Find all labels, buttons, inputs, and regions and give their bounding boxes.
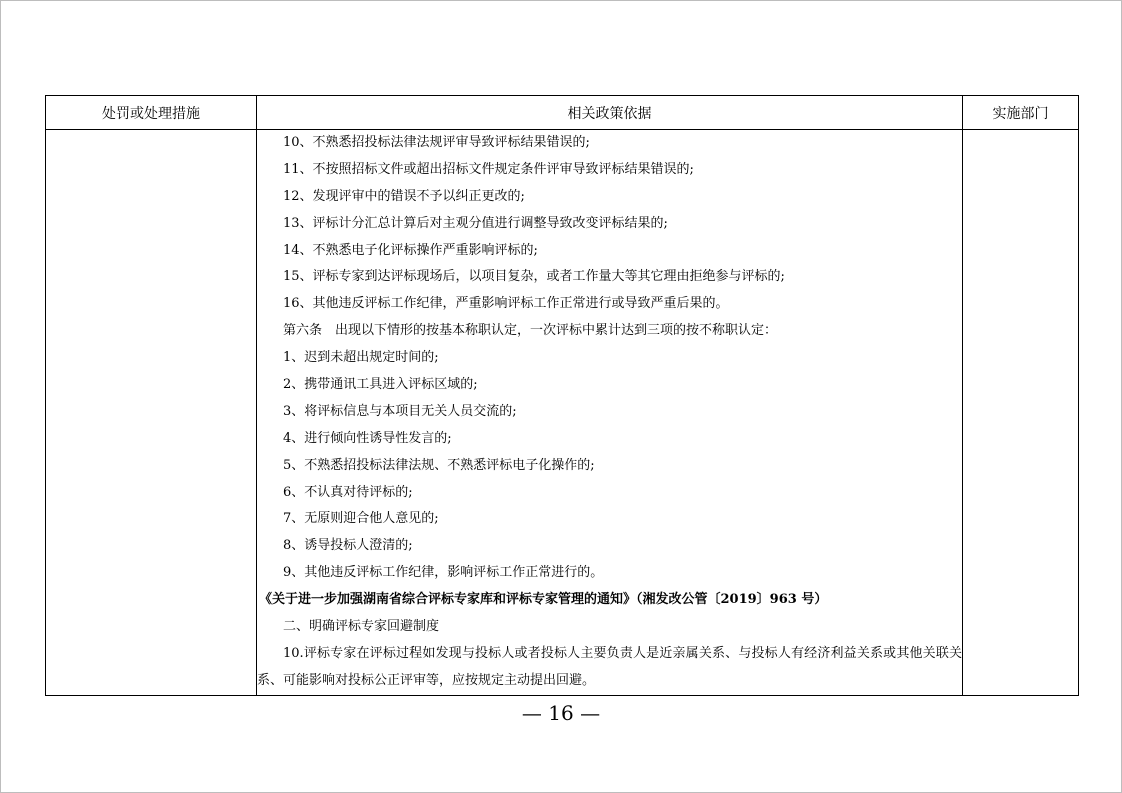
list-item: 12、发现评审中的错误不予以纠正更改的; (283, 188, 525, 204)
measures-cell (46, 130, 257, 696)
policy-basis-cell (257, 130, 963, 696)
list-item: 15、评标专家到达评标现场后，以项目复杂，或者工作量大等其它理由拒绝参与评标的; (283, 269, 785, 285)
header-measures: 处罚或处理措施 (46, 96, 257, 130)
list-item: 7、无原则迎合他人意见的; (283, 511, 439, 527)
policy-paragraph: 10.评标专家在评标过程如发现与投标人或者投标人主要负责人是近亲属关系、与投标人有经济利益关系或其他关联关系、可能影响对投标公正评审等，应按规定主动提出回避。 (257, 645, 962, 688)
list-item: 9、其他违反评标工作纪律，影响评标工作正常进行的。 (283, 565, 604, 581)
list-item: 13、评标计分汇总计算后对主观分值进行调整导致改变评标结果的; (283, 215, 668, 231)
list-item: 14、不熟悉电子化评标操作严重影响评标的; (283, 242, 538, 258)
policy-table (45, 95, 1079, 696)
list-item: 4、进行倾向性诱导性发言的; (283, 430, 452, 446)
list-item: 3、将评标信息与本项目无关人员交流的; (283, 403, 517, 419)
list-item: 8、诱导投标人澄清的; (283, 538, 413, 554)
list-item: 1、迟到未超出规定时间的; (283, 350, 439, 366)
table-row (46, 130, 1079, 696)
list-item: 10、不熟悉招投标法律法规评审导致评标结果错误的; (283, 135, 590, 150)
document-title: 《关于进一步加强湖南省综合评标专家库和评标专家管理的通知》（湘发改公管〔2019〕963 号） (259, 592, 828, 608)
header-department: 实施部门 (963, 96, 1079, 130)
list-item: 2、携带通讯工具进入评标区域的; (283, 377, 478, 393)
header-policy-basis: 相关政策依据 (257, 96, 963, 130)
article-heading: 第六条 出现以下情形的按基本称职认定，一次评标中累计达到三项的按不称职认定： (283, 323, 778, 339)
list-item: 11、不按照招标文件或超出招标文件规定条件评审导致评标结果错误的; (283, 161, 694, 177)
list-item: 5、不熟悉招投标法律法规、不熟悉评标电子化操作的; (283, 457, 595, 473)
list-item: 16、其他违反评标工作纪律，严重影响评标工作正常进行或导致严重后果的。 (283, 296, 729, 312)
section-heading: 二、明确评标专家回避制度 (283, 619, 440, 635)
table-header-row (46, 96, 1079, 130)
page-number: — 16 — (521, 701, 601, 725)
list-item: 6、不认真对待评标的; (283, 484, 413, 500)
department-cell (963, 130, 1079, 696)
